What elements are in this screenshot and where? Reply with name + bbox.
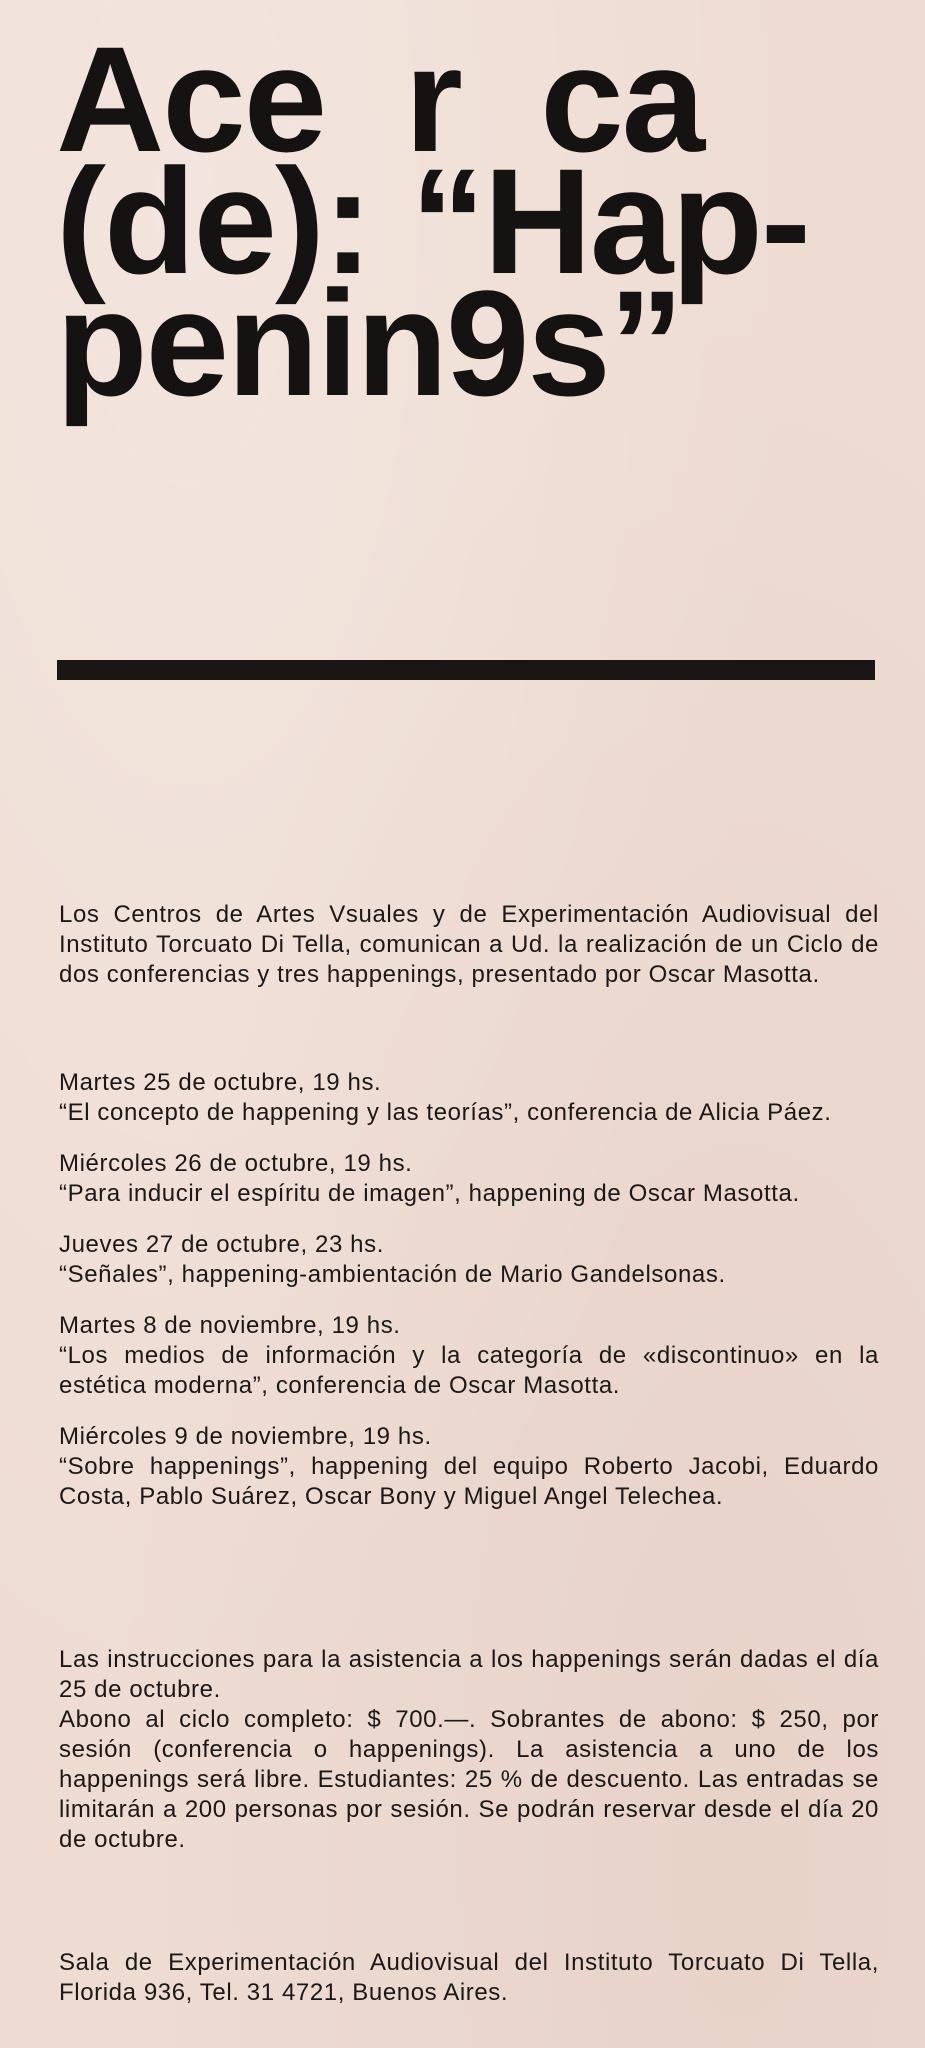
instructions-note: Las instrucciones para la asistencia a los happenings serán dadas el día 25 de octubre. [59, 1646, 879, 1703]
events-list [59, 1068, 879, 1533]
event-item [59, 1068, 879, 1128]
venue-address: Sala de Experimentación Audiovisual del Instituto Torcuato Di Tella, Florida 936, Tel. 31 4721, Buenos Aires. [59, 1949, 879, 2006]
event-date: Martes 8 de noviembre, 19 hs. [59, 1312, 401, 1339]
event-item [59, 1311, 879, 1401]
pricing-note: Abono al ciclo completo: $ 700.—. Sobrantes de abono: $ 250, por sesión (conferencia o happenings). La asistencia a uno de los happenings será libre. Estudiantes: 25 % de descuento. Las entradas se limitarán a 200 personas por sesión. Se podrán reservar desde el día 20 de octubre. [59, 1706, 879, 1853]
event-description: “Sobre happenings”, happening del equipo Roberto Jacobi, Eduardo Costa, Pablo Suárez, Oscar Bony y Miguel Angel Telechea. [59, 1453, 879, 1510]
event-date: Jueves 27 de octubre, 23 hs. [59, 1231, 385, 1258]
title-line-2: (de): “Hap- [56, 137, 809, 305]
event-description: “Los medios de información y la categoría de «discontinuo» en la estética moderna”, conferencia de Oscar Masotta. [59, 1342, 879, 1399]
event-item [59, 1422, 879, 1512]
event-date: Miércoles 26 de octubre, 19 hs. [59, 1150, 413, 1177]
title-line-3: penin9s” [56, 259, 682, 427]
event-description: “Para inducir el espíritu de imagen”, happening de Oscar Masotta. [59, 1180, 800, 1207]
event-date: Miércoles 9 de noviembre, 19 hs. [59, 1423, 432, 1450]
intro-paragraph: Los Centros de Artes Vsuales y de Experimentación Audiovisual del Instituto Torcuato Di Tella, comunican a Ud. la realización de un Ciclo de dos conferencias y tres happenings, presentado por Oscar Masotta. [59, 901, 879, 988]
title-divider-rule [57, 660, 875, 680]
notes-section [59, 1645, 879, 1855]
event-description: “Señales”, happening-ambientación de Mario Gandelsonas. [59, 1261, 726, 1288]
flyer-title [56, 15, 896, 427]
intro-section [59, 900, 879, 990]
event-description: “El concepto de happening y las teorías”, conferencia de Alicia Páez. [59, 1099, 832, 1126]
footer-section [59, 1948, 879, 2008]
event-date: Martes 25 de octubre, 19 hs. [59, 1069, 382, 1096]
title-line-1: Ace r ca [56, 15, 704, 183]
event-item [59, 1149, 879, 1209]
event-item [59, 1230, 879, 1290]
